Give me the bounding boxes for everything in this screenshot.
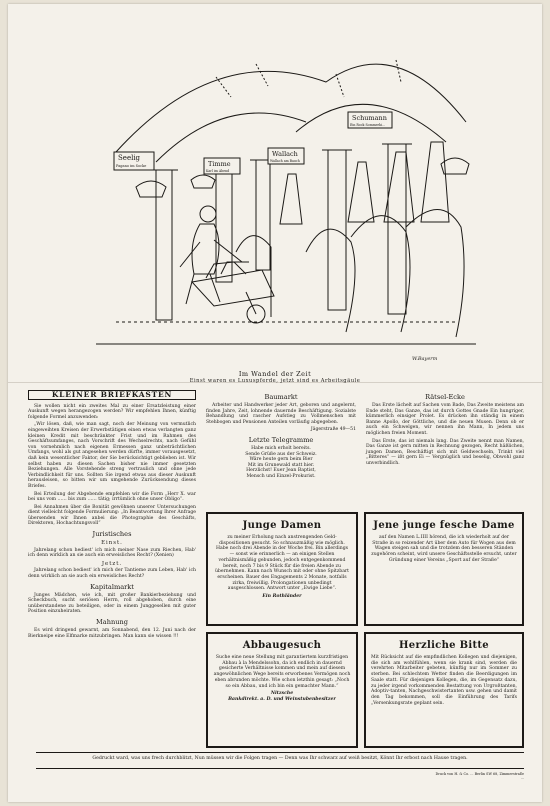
newspaper-sheet — [8, 4, 542, 802]
ad-abbaugesuch-text: Suche eine neue Stellung mit garantiertem kurzfristigen Abbau à la Mendelssohn, da ich endlich in dauernd gesicherte Verhältnisse kommen und mein auf diesem angewöhnlichen Wege bereits erworbenes Vermögen noch eben abrunden möchte. Wie schon letzthin gesagt: „Noch so ein Abbau, und ich bin ein gemachter Mann.“ — [213, 655, 351, 689]
mahnung-text: Es wird dringend gewarnt, am Sonnabend, den 12. Juni nach der Bierkneipe eine Elfmarke mitzubringen. Man kann sie wissen !!! — [28, 628, 196, 639]
footer-rule-bottom — [36, 768, 524, 769]
ad-abbaugesuch-signature-2: Bankdirekt. a. D. und Weinstubenbesitzer — [228, 696, 336, 702]
raetsel-heading: Rätsel-Ecke — [425, 393, 465, 401]
telegramme-line: Wäre heute gern beim Bier — [249, 457, 313, 463]
illustration-caption-title: Im Wandel der Zeit — [238, 370, 312, 378]
illustration-caption-subtitle: Einst waren es Luxuspferde, jetzt sind es Arbeitsgäule — [189, 378, 361, 384]
sign-seelig: Seelig — [118, 154, 141, 162]
footer-rule-top — [36, 752, 524, 753]
ad-jene-junge-dame-text: auf den Namen L.IIII hörend, die ich wiederholt auf der Straße in so reizender Art über dem Auto für Wogen aus dem Wagen steigen sah und die trotzdem den besseren Ständen zugehören scheint, wird unsere Geschäftsstelle ersucht, unter Gründung einer Vereins „Sport auf der Straße“ — [371, 535, 517, 563]
cartoon-illustration — [96, 52, 476, 364]
ad-junge-damen-signature: Ein Rothländer — [262, 594, 302, 600]
briefkasten-paragraph: „Wir lösen, daß, wie man sagt, noch der Meinung von vermutlich eingeweihten Kreisen der Erwerbstätigen einen etwas verlangten ganz kleinen Kredit mit beschränkter Frist und im Rahmen des Geschäftsumfanges, nach Vorschrift des Wechselrechts, nach Gefühl von vornehmlich nach eigenen Ermessen ganz unbeträchtlichen Umfangs, wohl als gut angesehen werden dürfte, immer vorausgesetzt, daß kein wesentlicher Faktor, der Sie berücksichtigt geblieben ist. Wir selbst haben zu diesen Sachen bisher nie immer gesetzten Beziehungen. Alle Vorstehende streng vertraulich und ohne jede Verbindlichkeit für uns. Sollten Sie irgend etwas aus dieser Auskunft herausleisen, so bitten wir um umgehende Zurücksendung dieses Briefes. — [28, 422, 196, 489]
juristisches-heading: Juristisches — [92, 530, 132, 539]
ad-herzliche-bitte — [364, 632, 524, 748]
briefkasten-paragraph: Sie wollen nicht ein zweites Mal zu einer Ersatzleistung einer Auskunft wegen herangezogen werden? Wir empfehlen Ihnen, künftig folgende Formel anzuwenden: — [28, 403, 196, 420]
sign-wallach-sub: Wallach am Bauch — [270, 159, 300, 163]
baumarkt-column — [206, 390, 356, 480]
telegramme-line: Herzlichst! Euer Jean Baptist, — [246, 468, 316, 474]
artist-signature: W.Bayerm — [412, 356, 438, 362]
sign-seelig-sub: Pagano im Socke — [116, 164, 147, 168]
briefkasten-heading: KLEINER BRIEFKASTEN — [28, 390, 196, 400]
ad-junge-damen-text: zu meiner Erholung nach anstrengenden Geld-dispositionen gesucht. So schnauzmäßig wie möglich. Habe noch drei Abende in der Woche frei. Bin allerdings — sonst wie erinnerlich — an einigen Stellen verhältnismäßig gebunden, jedoch entgegenkommend bereit, noch 7 bis 9 Stück für die freien Abende zu übernehmen. Kann nach Wunsch mit oder ohne Spitzbart erscheinen. Bauer des Engagements 2 Monate, notfalls zirka, freiwillig. Prolongationen unbedingt ausgeschlossen. Antwort unter „Ewige Liebe“. — [214, 535, 350, 592]
baumarkt-heading: Baumarkt — [264, 393, 298, 401]
ad-junge-damen-heading: Junge Damen — [242, 520, 322, 531]
ad-abbaugesuch — [206, 632, 358, 748]
ad-jene-junge-dame — [364, 512, 524, 626]
kapitalmarkt-text: Junges Mädchen, wie ich, mit großer Bankierbeziehung und Scheckbuch, sucht seriösen Herrn, roll abgehoben, durch eine unüberstandene zu beteiligen, oder in einem Junggesellen mit guter Position einzuheiraten. — [28, 592, 196, 615]
raetsel-text-1: Das Erste lächelt auf Sachen vom Bade, Das Zweite meistens am Ende steht, Das Ganze, das ist durch Gottes Gnade Ein hungriger, kümmerlich einsiger Prolet. Es drücken ihn ständig in einem Banne Apollo, der Göttliche, und die neuen Musen. Denn ob er auch ein Schwelgen, wir nennen ihn Mann, In jedem uns möglichen freien Moment. — [366, 403, 524, 436]
telegramme-line: Mit im Grunewald statt hier. — [247, 462, 315, 468]
ad-abbaugesuch-signature: Nitzsche — [270, 691, 294, 697]
jetzt-text: Jahrelang schon bediest' ich mich der Tantieme zum Leben, Hab' ich denn wirklich an sie auch ein erweisliches Recht? — [28, 568, 196, 580]
briefkasten-column — [28, 390, 196, 641]
ad-herzliche-bitte-text: Mit Rücksicht auf die empfindlichen Kollegen und diejenigen, die sich am wohlfühlen, wenn sie krank sind, werden die verehrten Mitarbeiter gebeten, künftig nur im Sommer zu sterben. Bei schlechtem Wetter finden die Beerdigungen im Saale statt. Für diejenigen Kollegen, die, im Gegensatz dazu, zu jeder irgend vorkommenden Bestattung von Urgroßtanten, Adoptiv-tanten, Nachgeschwistertanten usw. gehen und damit den Tag bekommen, soll die Einführung des Tarifs „Versenkungsrate geplant sein. — [371, 655, 517, 706]
baumarkt-address: Jägerstraße 49—51 — [310, 427, 356, 433]
mahnung-heading: Mahnung — [96, 618, 128, 626]
ad-jene-junge-dame-heading: Jene junge fesche Dame — [373, 520, 515, 531]
kapitalmarkt-heading: Kapitalmarkt — [90, 582, 134, 591]
jetzt-label: Jetzt. — [101, 560, 123, 567]
telegramme-line: Habe mich erholt bereits. — [251, 445, 311, 451]
baumarkt-text: Arbeiter und Handwerker jeder Art, geboren und angelernt, finden Jahre, Zeit, lohnende dauernde Beschäftigung. Sozialste Behandlung und rascher Aufstieg zu Vollmenschen mit Stehbogen und Pensionen Anteilen vorläufig abgegeben. — [206, 403, 356, 425]
imprint: Druck von H. & Co. ... Berlin SW 68, Zimmerstraße ... — [435, 772, 524, 780]
raetsel-column — [366, 390, 524, 469]
sign-schumann: Schumann — [352, 114, 387, 122]
sign-timme-sub: Karl im Abend — [206, 169, 230, 173]
ad-junge-damen — [206, 512, 358, 626]
telegramme-line: Mensch und Einzel-Prokurist. — [246, 473, 316, 479]
briefkasten-paragraph: Bei Annahmen über die Bonität gewöhnen unserer Untersuchungen dient vielleicht folgende Formulierung: „In Beantwortung Ihrer Anfrage übersenden wir Ihnen anbei die Photographie des Geschäfts, Direktoren, Hochachtungsvoll“ — [28, 504, 196, 527]
ad-abbaugesuch-heading: Abbaugesuch — [242, 640, 322, 651]
einst-label: Einst. — [101, 540, 123, 547]
sign-timme: Timme — [208, 160, 231, 168]
telegramme-line: Sende Grüße aus der Schweiz. — [245, 451, 317, 457]
ad-herzliche-bitte-heading: Herzliche Bitte — [399, 640, 489, 651]
briefkasten-paragraph: Bei Erteilung der Abgebende empfehlen wir die Form „Herr X. war bei uns vom …… bis zum …… tätig; irrtümlich ohne unser Obligo“. — [28, 491, 196, 503]
einst-text: Jahrelang schon hediest' ich mich meiner Nase zum Riechen, Hab' ich denn wirklich an sie auch ein erweisliches Recht? (Xenien) — [28, 547, 196, 559]
raetsel-text-2: Das Erste, das ist niemals lang. Das Zweite nennt man Namen, Das Ganze ist gern mitten in Rechnung gezogen, Recht häßlichen, jungen Damen, Beschäftigt sich mit Geldwechseln, Trinkt viel „Bitteres“ — ißt gern Ei — Vergnüglich und beselig, Obwohl ganz unverbindlich. — [366, 438, 524, 466]
sign-wallach: Wallach — [272, 150, 298, 158]
footer-text: Gedruckt ward, was uns frech durchblitzt, Nun müssen wir die Folgen tragen — Denn was Ihr schwarz auf weiß besitzt, Könnt Ihr erbost nach Hause tragen. — [92, 756, 468, 761]
telegramme-heading: Letzte Telegramme — [248, 435, 314, 444]
sign-schumann-sub: Ein Rock Sommerhi... — [350, 123, 386, 127]
